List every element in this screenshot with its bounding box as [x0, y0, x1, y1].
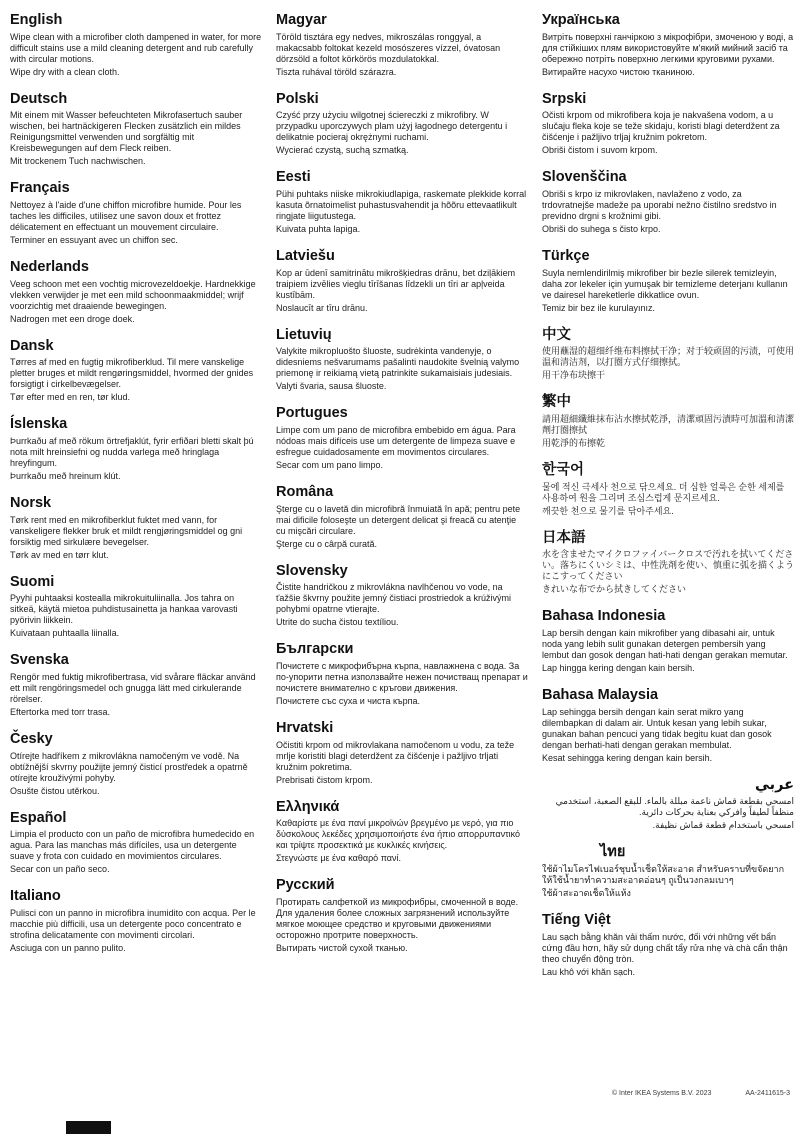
language-heading: Suomi — [10, 573, 55, 590]
drying-instruction-text: Terminer en essuyant avec un chiffon sec. — [10, 235, 178, 246]
cleaning-instruction-text: Wipe clean with a microfiber cloth dampened in water, for more difficult stains use a mild cleaning detergent and rub carefully with circular motions. — [10, 31, 262, 64]
drying-instruction-text: Вытирать чистой сухой тканью. — [276, 943, 408, 954]
cleaning-instruction-text: Lap bersih dengan kain mikrofiber yang dibasahi air, untuk noda yang lebih sulit gunakan detergen pembersih yang lembut dan gosok dengan hati-hati dengan gerakan memutar. — [542, 628, 788, 661]
language-heading: Latviešu — [276, 248, 335, 265]
cleaning-instruction-text: Þurrkaðu af með rökum örtrefjaklút, fyrir erfiðari bletti skalt þú nota milt hreinsiefni og nudda varlega með hringlaga hreyfingum. — [10, 436, 254, 469]
drying-instruction-text: ใช้ผ้าสะอาดเช็ดให้แห้ง — [542, 888, 631, 899]
cleaning-instruction-text: Pulisci con un panno in microfibra inumidito con acqua. Per le macchie più difficili, usa un detergente poco concentrato e strofina delicatamente con movimenti circolari. — [10, 908, 256, 941]
language-section — [10, 259, 262, 325]
language-heading: Eesti — [276, 169, 311, 186]
language-heading: Slovensky — [276, 562, 348, 579]
language-heading: Norsk — [10, 495, 52, 512]
cleaning-instruction-text: Očisti krpom od mikrofibera koja je nakvašena vodom, a u slučaju fleka koje se teže skidaju, koristi blagi deterdžent za čišćenje i pažljivo trljaj kružnim pokretom. — [542, 110, 780, 143]
cleaning-instruction-text: Obriši s krpo iz mikrovlaken, navlaženo z vodo, za trdovratnejše madeže pa uporabi nežno čistilno sredstvo in previdno drgni s krožnimi gibi. — [542, 189, 777, 222]
language-heading: Bahasa Indonesia — [542, 608, 666, 625]
drying-instruction-text: Tør efter med en ren, tør klud. — [10, 392, 131, 403]
language-heading: Italiano — [10, 888, 61, 905]
footer — [612, 1089, 790, 1098]
cleaning-instruction-text: 水を含ませたマイクロファイバークロスで汚れを拭いてください。落ちにくいシミは、中性洗剤を使い、慎重に弧を描くようにこすってください — [542, 549, 795, 582]
cleaning-instruction-text: Suyla nemlendirilmiş mikrofiber bir bezle silerek temizleyin, daha zor lekeler için yumuşak bir temizleme deterjanı kullanın ve dairesel hareketlerle dikkatlice ovun. — [542, 267, 788, 300]
drying-instruction-text: Þurrkaðu með hreinum klút. — [10, 471, 121, 482]
cleaning-instruction-text: Почистете с микрофибърна кърпа, навлажнена с вода. За по-упорити петна използвайте нежен почистващ препарат и почистете внимателно с кръгови движения. — [276, 661, 528, 694]
cleaning-instruction-text: Витріть поверхні ганчіркою з мікрофібри, змоченою у воді, а для стійкіших плям використовуйте м'який мийний засіб та обережно потріть поверхню легкими круговими рухами. — [542, 31, 794, 64]
language-section — [276, 641, 528, 707]
language-heading: Українська — [542, 12, 620, 28]
drying-instruction-text: Valyti švaria, sausa šluoste. — [276, 381, 387, 392]
language-section — [276, 877, 528, 954]
drying-instruction-text: Secar con un paño seco. — [10, 864, 110, 875]
language-section — [10, 574, 262, 640]
language-section — [10, 91, 262, 168]
cleaning-instruction-text: Očistiti krpom od mikrovlakana namočenom u vodu, za teže mrlje koristiti blagi deterdžent za čišćenje i pažljivo trljati kružnim pokretima. — [276, 739, 515, 772]
language-section — [542, 687, 794, 764]
drying-instruction-text: Eftertorka med torr trasa. — [10, 707, 111, 718]
language-section — [542, 912, 794, 978]
language-section — [542, 91, 794, 157]
drying-instruction-text: Nadrogen met een droge doek. — [10, 313, 135, 324]
cleaning-instruction-text: Şterge cu o lavetă din microfibră înmuiată în apă; pentru pete mai dificile foloseşte un detergent delicat şi freacă cu atenţie cu mişcări circulare. — [276, 503, 521, 536]
cleaning-instruction-text: Lap sehingga bersih dengan kain serat mikro yang dilembapkan di dalam air. Untuk kesan yang lebih sukar, gunakan bahan pencuci yang tidak begitu kuat dan gosok dengan berhati-hati dengan gerakan membulat. — [542, 706, 772, 750]
drying-instruction-text: 깨끗한 천으로 물기를 닦아주세요. — [542, 505, 674, 516]
drying-instruction-text: Obriši do suhega s čisto krpo. — [542, 224, 661, 235]
language-section — [10, 416, 262, 482]
drying-instruction-text: Secar com um pano limpo. — [276, 460, 384, 471]
article-number: AA-2411615-3 — [745, 1090, 790, 1097]
language-section — [542, 12, 794, 78]
language-section — [276, 91, 528, 157]
cleaning-instruction-text: ใช้ผ้าไมโครไฟเบอร์ชุบน้ำเช็ดให้สะอาด สำหรับคราบที่ขจัดยากให้ใช้น้ำยาทำความสะอาดอ่อนๆ ถูเป็นวงกลมเบาๆ — [542, 864, 785, 886]
cleaning-instruction-text: Valykite mikropluošto šluoste, sudrėkinta vandenyje, o didesniems nešvarumams pašalinti naudokite švelnią valymo priemonę ir reikiamą vietą patrinkite sukamaisiais judesiais. — [276, 346, 520, 379]
cleaning-instruction-text: Czyść przy użyciu wilgotnej ściereczki z mikrofibry. W przypadku uporczywych plam użyj łagodnego detergentu i delikatnie pocieraj okrężnymi ruchami. — [276, 110, 508, 143]
cleaning-instruction-text: 使用蘸湿的超细纤维布料擦拭干净；对于较顽固的污渍，可使用温和清洁剂，以打圈方式仔细擦拭。 — [542, 346, 795, 368]
drying-instruction-text: Lap hingga kering dengan kain bersih. — [542, 663, 695, 674]
language-heading: Polski — [276, 90, 319, 107]
language-section — [542, 462, 794, 517]
language-heading: 한국어 — [542, 462, 585, 479]
language-heading: 中文 — [542, 326, 571, 343]
language-heading: Srpski — [542, 90, 587, 107]
cleaning-instruction-text: Veeg schoon met een vochtig microvezeldoekje. Hardnekkige vlekken verwijder je met een mild schoonmaakmiddel; wrijf voorzichtig met draaiende bewegingen. — [10, 278, 256, 311]
cleaning-instruction-text: Καθαρίστε με ένα πανί μικροϊνών βρεγμένο με νερό, για πιο δύσκολους λεκέδες χρησιμοποιήστε ένα ήπιο απορρυπαντικό και τρίψτε προσεκτικά με κυκλικές κινήσεις. — [276, 818, 521, 851]
language-heading: Français — [10, 180, 70, 197]
language-section — [542, 844, 794, 899]
cleaning-instruction-text: Pühi puhtaks niiske mikrokiudlapiga, raskemate plekkide korral kasuta õrnatoimelist puhastusvahendit ja hõõru ettevaatlikult ringjate liigutustega. — [276, 189, 527, 222]
drying-instruction-text: Şterge cu o cârpă curată. — [276, 538, 378, 549]
drying-instruction-text: Στεγνώστε με ένα καθαρό πανί. — [276, 853, 401, 864]
drying-instruction-text: Lau khô với khăn sạch. — [542, 966, 635, 977]
language-heading: Bahasa Malaysia — [542, 687, 659, 704]
language-heading: Lietuvių — [276, 326, 332, 343]
drying-instruction-text: امسحي باستخدام قطعة قماش نظيفة. — [652, 820, 794, 831]
drying-instruction-text: 用乾淨的布擦乾 — [542, 438, 606, 449]
drying-instruction-text: Utrite do sucha čistou textíliou. — [276, 617, 399, 628]
print-registration-mark — [66, 1121, 111, 1134]
drying-instruction-text: Kuivata puhta lapiga. — [276, 224, 361, 235]
language-section — [542, 169, 794, 235]
language-section — [10, 495, 262, 561]
drying-instruction-text: Temiz bir bez ile kurulayınız. — [542, 302, 656, 313]
cleaning-instruction-text: 물에 적신 극세사 천으로 닦으세요. 더 심한 얼룩은 순한 세제를 사용하여 원을 그리며 조심스럽게 문지르세요. — [542, 481, 785, 503]
language-heading: Tiếng Việt — [542, 912, 611, 929]
language-heading: Magyar — [276, 12, 327, 28]
drying-instruction-text: Kesat sehingga kering dengan kain bersih. — [542, 752, 713, 763]
language-heading: Hrvatski — [276, 720, 334, 737]
language-section — [276, 484, 528, 550]
language-heading: Dansk — [10, 337, 54, 354]
language-section — [542, 777, 794, 832]
cleaning-instruction-text: امسحي بقطعة قماش ناعمة مبللة بالماء. للبقع الصعبة، استخدمي منظفاً لطيفاً وافركي بعناية بحركات دائرية. — [555, 796, 794, 818]
drying-instruction-text: Prebrisati čistom krpom. — [276, 774, 373, 785]
language-section — [10, 888, 262, 954]
language-heading: 日本語 — [542, 529, 586, 546]
cleaning-instruction-text: Mit einem mit Wasser befeuchteten Mikrofasertuch sauber wischen, bei hartnäckigeren Flecken zusätzlich ein mildes Reinigungsmittel verwenden und sorgfältig mit Kreisbewegungen auf dem Fleck reiben. — [10, 110, 243, 154]
drying-instruction-text: Obriši čistom i suvom krpom. — [542, 145, 658, 156]
language-heading: Íslenska — [10, 416, 68, 433]
language-heading: ไทย — [600, 844, 626, 861]
language-heading: Български — [276, 641, 354, 658]
language-section — [542, 327, 794, 382]
drying-instruction-text: Почистете със суха и чиста кърпа. — [276, 696, 420, 707]
language-heading: 繁中 — [542, 394, 571, 411]
language-section — [276, 720, 528, 786]
language-heading: Česky — [10, 731, 53, 748]
column — [542, 12, 794, 991]
cleaning-instruction-text: Rengör med fuktig mikrofibertrasa, vid svårare fläckar använd ett milt rengöringsmedel och gnugga lätt med cirkulerande rörelser. — [10, 672, 256, 705]
drying-instruction-text: きれいな布でから拭きしてください — [542, 584, 687, 595]
copyright-text: © Inter IKEA Systems B.V. 2023 — [611, 1090, 712, 1097]
language-section — [276, 248, 528, 314]
language-heading: English — [10, 12, 63, 28]
language-section — [542, 608, 794, 674]
language-heading: Español — [10, 809, 67, 826]
drying-instruction-text: Витирайте насухо чистою тканиною. — [542, 66, 695, 77]
language-section — [10, 810, 262, 876]
cleaning-instruction-text: Tørk rent med en mikrofiberklut fuktet med vann, for vanskeligere flekker bruk et mildt rengjøringsmiddel og gni forsiktig med sirkulære bevegelser. — [10, 514, 243, 547]
language-section — [542, 394, 794, 449]
language-heading: Ελληνικά — [276, 798, 340, 815]
column — [10, 12, 262, 991]
language-section — [10, 338, 262, 404]
drying-instruction-text: Noslaucīt ar tīru drānu. — [276, 302, 368, 313]
language-section — [276, 169, 528, 235]
drying-instruction-text: Tiszta ruhával töröld szárazra. — [276, 66, 397, 77]
cleaning-instruction-text: Nettoyez à l'aide d'une chiffon microfibre humide. Pour les taches les difficiles, utilisez une savon doux et frottez délicatement en effectuant un mouvement circulaire. — [10, 200, 242, 233]
cleaning-instruction-text: Lau sạch bằng khăn vải thấm nước, đối với những vết bẩn cứng đầu hơn, hãy sử dụng chất tẩy rửa nhẹ và chà cẩn thận theo chuyển động tròn. — [542, 931, 788, 964]
cleaning-instruction-text: 請用超細纖維抹布沾水擦拭乾淨，清潔頑固污漬時可加溫和清潔劑打圈擦拭 — [542, 414, 795, 436]
language-section — [276, 327, 528, 393]
language-section — [542, 530, 794, 596]
cleaning-instruction-text: Limpia el producto con un paño de microfibra humedecido en agua. Para las manchas más difíciles, usa un detergente suave y frota con cuidado en movimientos circulares. — [10, 829, 255, 862]
language-section — [276, 12, 528, 78]
language-section — [276, 405, 528, 471]
language-columns — [10, 12, 794, 991]
drying-instruction-text: Osušte čistou utěrkou. — [10, 785, 100, 796]
language-heading: Svenska — [10, 652, 69, 669]
language-heading: Româna — [276, 484, 334, 501]
column — [276, 12, 528, 991]
drying-instruction-text: Wycierać czystą, suchą szmatką. — [276, 145, 409, 156]
language-section — [10, 12, 262, 78]
language-heading: عربي — [754, 776, 794, 793]
drying-instruction-text: 用干净布块擦干 — [542, 370, 606, 381]
cleaning-instruction-text: Протирать салфеткой из микрофибры, смоченной в воде. Для удаления более сложных загрязнений используйте мягкое моющее средство и круговыми движениями осторожно протрите поверхность. — [276, 897, 519, 941]
language-section — [10, 731, 262, 797]
cleaning-instruction-text: Čistite handričkou z mikrovlákna navlhčenou vo vode, na ťažšie škvrny použite jemný čistiaci prostriedok a krúživými pohybmi opatrne vtierajte. — [276, 582, 511, 615]
language-section — [10, 652, 262, 718]
language-heading: Русский — [276, 877, 335, 894]
language-heading: Deutsch — [10, 90, 68, 107]
language-section — [10, 180, 262, 246]
language-heading: Slovenščina — [542, 169, 627, 186]
drying-instruction-text: Kuivataan puhtaalla liinalla. — [10, 628, 120, 639]
drying-instruction-text: Asciuga con un panno pulito. — [10, 943, 126, 954]
drying-instruction-text: Wipe dry with a clean cloth. — [10, 66, 120, 77]
cleaning-instruction-text: Töröld tisztára egy nedves, mikroszálas ronggyal, a makacsabb foltokat kezeld mosószeres vízzel, óvatosan dörzsöld a foltot körkörös mozdulatokkal. — [276, 31, 501, 64]
cleaning-instruction-text: Kop ar ūdenī samitrinātu mikrošķiedras drānu, bet dziļākiem traipiem izvēlies vieglu tīrīšanas līdzekli un tīri ar apļveida kustībām. — [276, 267, 516, 300]
language-heading: Nederlands — [10, 259, 89, 276]
cleaning-instruction-text: Pyyhi puhtaaksi kostealla mikrokuituliinalla. Jos tahra on sitkeä, käytä mietoa puhdistusainetta ja hankaa varovasti pyörivin liikkein. — [10, 593, 238, 626]
drying-instruction-text: Tørk av med en tørr klut. — [10, 549, 109, 560]
language-heading: Türkçe — [542, 248, 590, 265]
language-heading: Portugues — [276, 405, 348, 422]
cleaning-instruction-text: Limpe com um pano de microfibra embebido em água. Para nódoas mais difíceis use um detergente de limpeza suave e esfregue cuidadosamente em movimentos circulares. — [276, 425, 516, 458]
drying-instruction-text: Mit trockenem Tuch nachwischen. — [10, 156, 146, 167]
cleaning-instruction-text: Tørres af med en fugtig mikrofiberklud. Til mere vanskelige pletter bruges et mildt rengøringsmiddel, hvormed der gnides forsigtigt i cirkelbevægelser. — [10, 357, 254, 390]
language-section — [542, 248, 794, 314]
language-section — [276, 799, 528, 865]
cleaning-instruction-text: Otírejte hadříkem z mikrovlákna namočeným ve vodě. Na obtížnější skvrny použijte jemný čisticí prostředek a opatrně otírejte krouživými pohyby. — [10, 750, 248, 783]
language-section — [276, 563, 528, 629]
